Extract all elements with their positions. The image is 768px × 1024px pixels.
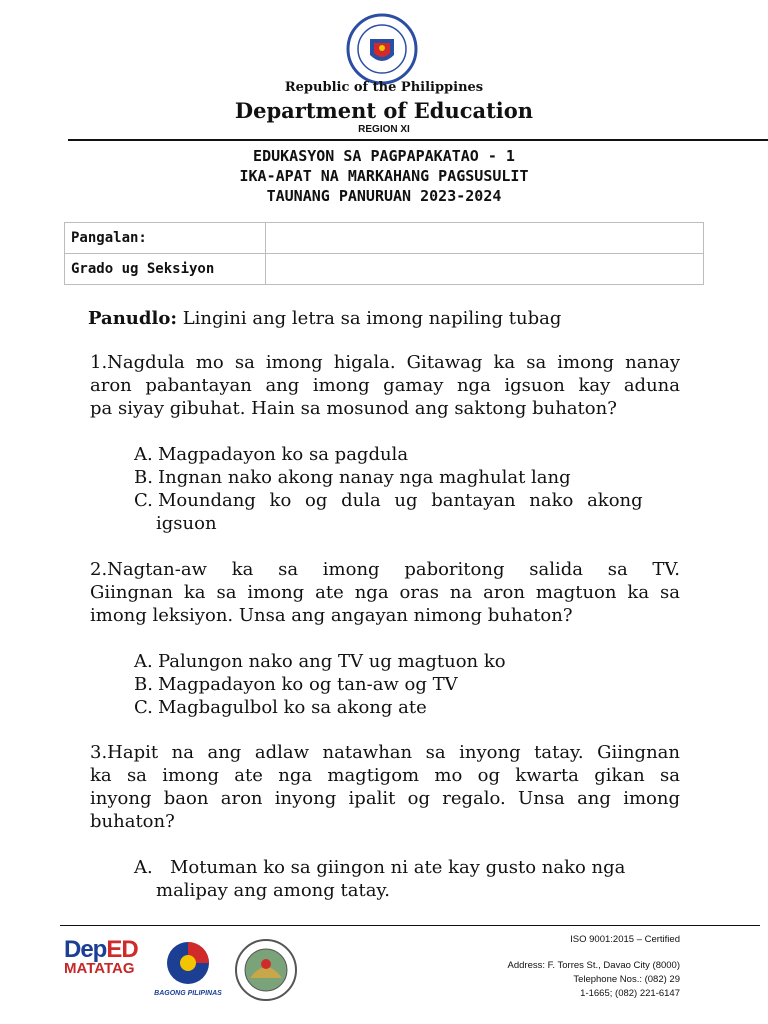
question-line: aron pabantayan ang imong gamay nga igsuon kay aduna (90, 375, 680, 396)
name-field[interactable] (266, 223, 704, 254)
option-text: Moundang ko og dula ug bantayan nako akong (158, 490, 643, 511)
option-letter: C. (134, 490, 153, 511)
matatag-label: MATATAG (64, 960, 135, 977)
question-line: inyong baon aron inyong ipalit og regalo. Unsa ang imong (90, 788, 680, 809)
option-a[interactable] (134, 856, 680, 879)
question-2 (90, 558, 680, 627)
name-label: Pangalan: (65, 223, 266, 254)
iso-certification: ISO 9001:2015 – Certified (570, 934, 680, 945)
option-letter: C. (134, 697, 153, 718)
department-title: Department of Education (234, 98, 534, 123)
phone-line-1: Telephone Nos.: (082) 29 (573, 974, 680, 985)
grade-label: Grado ug Seksiyon (65, 254, 266, 285)
instructions-label: Panudlo: (88, 308, 177, 329)
question-line: ka sa imong ate nga magtigom mo og kwarta gikan sa (90, 765, 680, 786)
option-text: Motuman ko sa giingon ni ate kay gusto nako nga (170, 857, 626, 878)
option-c-continued: igsuon (156, 513, 217, 534)
instructions (88, 307, 561, 330)
option-b[interactable] (134, 466, 680, 489)
option-letter: A. (134, 651, 153, 672)
question-line: 2.Nagtan-aw ka sa imong paboritong salida sa TV. (90, 559, 680, 580)
grade-row (65, 254, 704, 285)
question-line: 1.Nagdula mo sa imong higala. Gitawag ka sa imong nanay (90, 352, 680, 373)
option-text: Palungon nako ang TV ug magtuon ko (158, 651, 506, 672)
republic-label: Republic of the Philippines (284, 80, 484, 95)
exam-year: TAUNANG PANURUAN 2023-2024 (266, 187, 502, 205)
option-text: Magpadayon ko sa pagdula (158, 444, 409, 465)
name-row (65, 223, 704, 254)
phone-line-2: 1-1665; (082) 221-6147 (580, 988, 680, 999)
footer-divider (60, 925, 760, 926)
question-line: pa siyay gibuhat. Hain sa mosunod ang saktong buhaton? (90, 398, 617, 419)
region-label: REGION XI (358, 124, 410, 135)
deped-seal-icon (346, 13, 418, 85)
exam-quarter: IKA-APAT NA MARKAHANG PAGSUSULIT (239, 167, 529, 185)
grade-field[interactable] (266, 254, 704, 285)
deped-matatag-logo (64, 936, 144, 977)
student-info-table (64, 222, 704, 285)
exam-subject: EDUKASYON SA PAGPAPAKATAO - 1 (253, 147, 515, 165)
option-letter: B. (134, 674, 153, 695)
instructions-text: Lingini ang letra sa imong napiling tubag (176, 308, 562, 329)
question-2-options (134, 650, 680, 719)
question-1 (90, 351, 680, 420)
address-line: Address: F. Torres St., Davao City (8000) (507, 960, 680, 971)
question-line: imong leksiyon. Unsa ang angayan nimong buhaton? (90, 605, 573, 626)
question-3 (90, 741, 680, 833)
question-line: Giingnan ka sa imong ate nga oras na aron magtuon ka sa (90, 582, 680, 603)
deped-brand-a: Dep (64, 936, 107, 963)
question-line: buhaton? (90, 811, 175, 832)
option-a-continued: malipay ang among tatay. (156, 880, 390, 901)
deped-brand-b: ED (106, 936, 138, 963)
header-divider (68, 139, 768, 141)
option-c[interactable] (134, 696, 680, 719)
question-3-options (134, 856, 680, 902)
bagong-pilipinas-icon (163, 940, 213, 986)
bagong-pilipinas-label: BAGONG PILIPINAS (154, 990, 222, 997)
option-text: Magbagulbol ko sa akong ate (158, 697, 427, 718)
option-letter: A. (134, 857, 153, 878)
question-line: 3.Hapit na ang adlaw natawhan sa inyong tatay. Giingnan (90, 742, 680, 763)
option-letter: B. (134, 467, 153, 488)
option-letter: A. (134, 444, 153, 465)
option-a[interactable] (134, 650, 680, 673)
question-1-options (134, 443, 680, 535)
option-a[interactable] (134, 443, 680, 466)
option-b[interactable] (134, 673, 680, 696)
bagong-pilipinas-logo (148, 940, 228, 997)
option-text: Ingnan nako akong nanay nga maghulat lang (158, 467, 571, 488)
option-c[interactable] (134, 489, 680, 512)
option-text: Magpadayon ko og tan-aw og TV (158, 674, 458, 695)
division-seal-icon (234, 938, 298, 1002)
